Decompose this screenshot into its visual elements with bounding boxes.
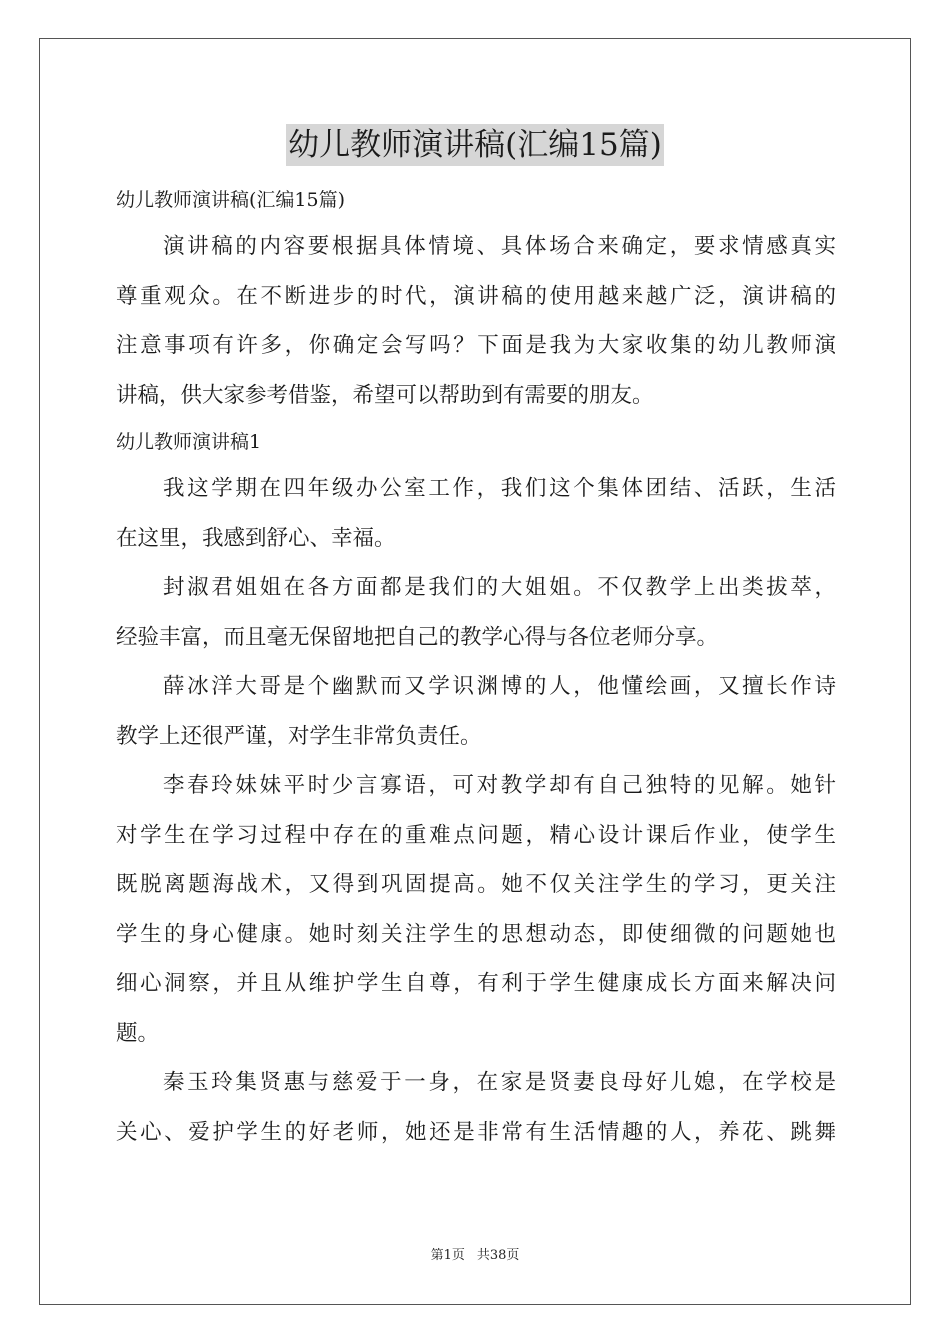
page-number: 第1页 [430, 1248, 465, 1263]
section-heading: 幼儿教师演讲稿1 [116, 431, 262, 453]
text-line: 教学上还很严谨，对学生非常负责任。 [116, 723, 482, 749]
intro-paragraph [116, 222, 836, 420]
text-line: 尊重观众。在不断进步的时代，演讲稿的使用越来越广泛，演讲稿的 [116, 283, 836, 309]
text-line: 在这里，我感到舒心、幸福。 [116, 525, 396, 551]
title-wrap [0, 124, 950, 166]
document-title: 幼儿教师演讲稿(汇编15篇) [286, 124, 664, 166]
text-line: 既脱离题海战术，又得到巩固提高。她不仅关注学生的学习，更关注 [116, 872, 836, 897]
text-line: 题。 [116, 1020, 160, 1046]
paragraph-5 [116, 1058, 836, 1157]
text-line: 对学生在学习过程中存在的重难点问题，精心设计课后作业，使学生 [116, 822, 836, 848]
text-line: 薛冰洋大哥是个幽默而又学识渊博的人，他懂绘画，又擅长作诗 [163, 674, 836, 699]
page-footer [0, 1244, 950, 1263]
document-subtitle: 幼儿教师演讲稿(汇编15篇) [116, 189, 346, 211]
paragraph-2 [116, 563, 836, 662]
text-line: 封淑君姐姐在各方面都是我们的大姐姐。不仅教学上出类拔萃， [163, 575, 836, 600]
paragraph-4 [116, 761, 836, 1058]
text-line: 学生的身心健康。她时刻关注学生的思想动态，即使细微的问题她也 [116, 921, 836, 947]
text-line: 注意事项有许多，你确定会写吗？下面是我为大家收集的幼儿教师演 [116, 333, 836, 358]
paragraph-3 [116, 662, 836, 761]
text-line: 关心、爱护学生的好老师，她还是非常有生活情趣的人，养花、跳舞 [116, 1119, 836, 1145]
text-line: 讲稿，供大家参考借鉴，希望可以帮助到有需要的朋友。 [116, 382, 654, 408]
text-line: 李春玲妹妹平时少言寡语，可对教学却有自己独特的见解。她针 [163, 773, 836, 798]
text-line: 演讲稿的内容要根据具体情境、具体场合来确定，要求情感真实 [163, 234, 836, 259]
paragraph-1 [116, 464, 836, 563]
text-line: 细心洞察，并且从维护学生自尊，有利于学生健康成长方面来解决问 [116, 971, 836, 996]
text-line: 经验丰富，而且毫无保留地把自己的教学心得与各位老师分享。 [116, 624, 719, 650]
text-line: 我这学期在四年级办公室工作，我们这个集体团结、活跃，生活 [163, 476, 836, 501]
text-line: 秦玉玲集贤惠与慈爱于一身，在家是贤妻良母好儿媳，在学校是 [163, 1070, 836, 1095]
document-body [116, 178, 836, 1157]
page-total: 共38页 [476, 1248, 520, 1263]
